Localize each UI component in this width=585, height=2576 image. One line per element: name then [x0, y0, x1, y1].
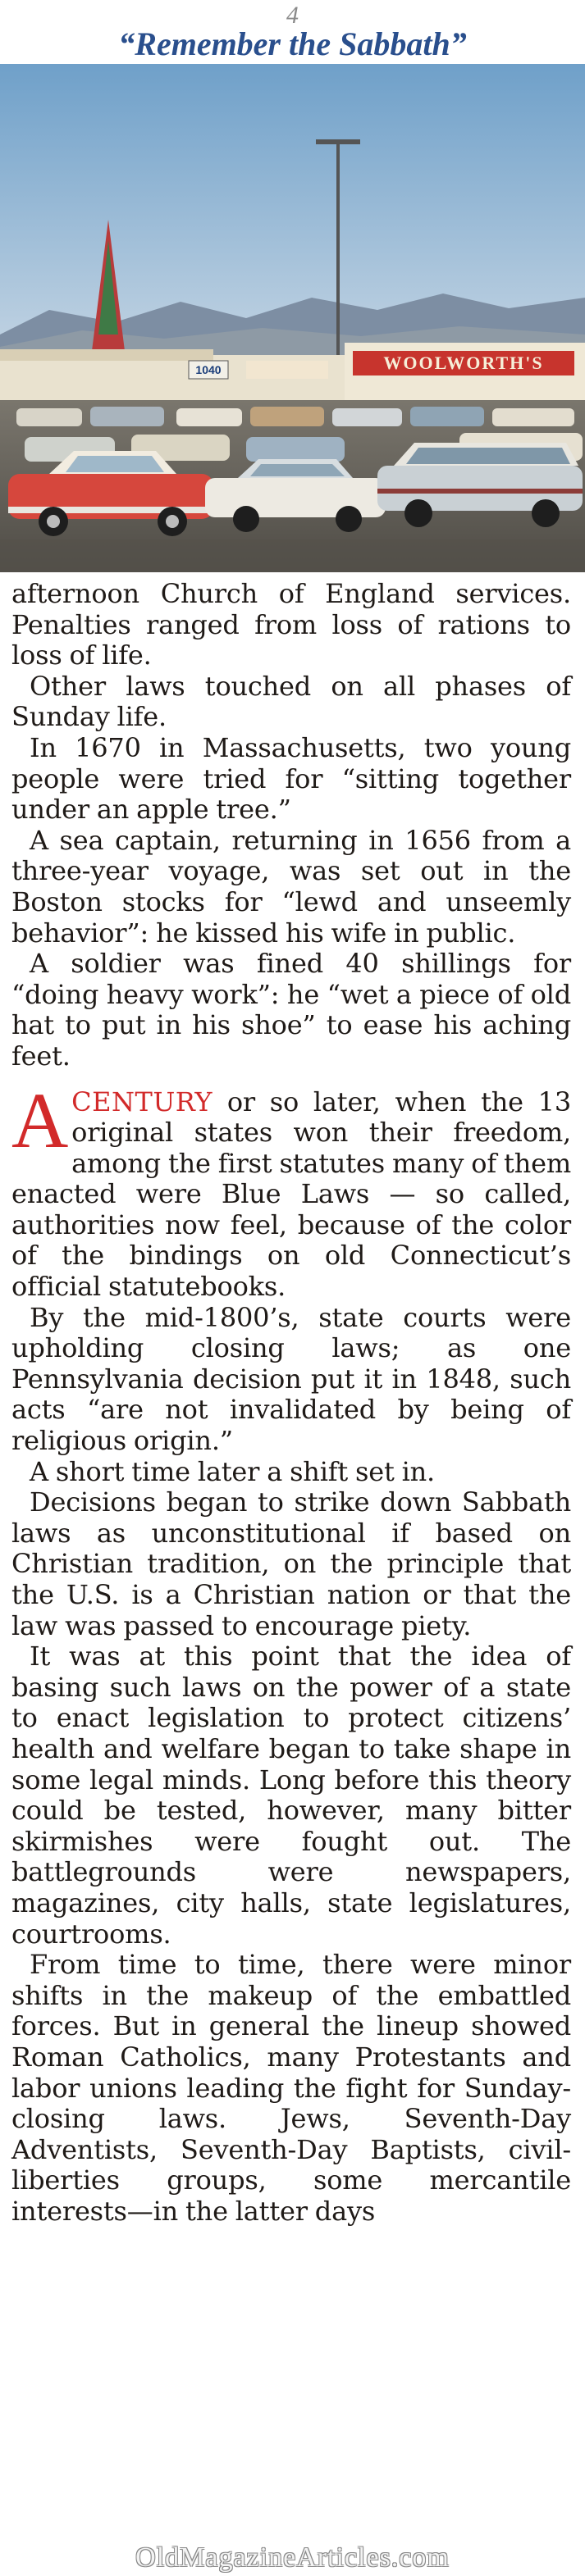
shopping-center-photo	[0, 64, 585, 572]
store-sign: WOOLWORTH'S	[383, 353, 544, 373]
article-paragraph: Decisions began to strike down Sabbath laws as unconstitutional if based on Christian tradition, on the principle that the U.S. is a Christian nation or that the law was passed to encourage piety.	[11, 1486, 571, 1641]
light-pole	[336, 142, 340, 375]
drop-cap-letter: A	[11, 1076, 69, 1164]
article-paragraph: From time to time, there were minor shifts in the makeup of the embattled forces. But in general the lineup showed Roman Catholics, many Protestants and labor unions leading the fight for Sunday-closing laws. Jews, Seventh-Day Adventists, Seventh-Day Baptists, civil-liberties groups, some mercantile interests—in the latter days	[11, 1949, 571, 2227]
lead-caps: CENTURY	[71, 1085, 213, 1117]
drop-cap-text: or so later, when the 13 original states won their freedom, among the first statutes many of them enacted were Blue Laws — so called, authorities now feel, because of the color of the bindings on old Connecticut’s official statutebooks.	[11, 1085, 571, 1303]
page-number: 4	[286, 2, 299, 29]
page-title: “Remember the Sabbath”	[118, 25, 467, 62]
article-paragraph: A soldier was fined 40 shillings for “doing heavy work”: he “wet a piece of old hat to put in his shoe” to ease his aching feet.	[11, 948, 571, 1072]
article-body	[11, 579, 571, 2227]
drop-cap-paragraph	[11, 1076, 571, 1303]
article-paragraph: A short time later a shift set in.	[30, 1455, 436, 1487]
parking-lot-illustration	[0, 64, 585, 572]
store-sign-2: 1040	[195, 363, 222, 376]
article-paragraph: By the mid-1800’s, state courts were upholding closing laws; as one Pennsylvania decision put it in 1848, such acts “are not invalidated by being of religious origin.”	[11, 1301, 571, 1457]
article-paragraph: A sea captain, returning in 1656 from a three-year voyage, was set out in the Boston stocks for “lewd and unseemly behavior”: he kissed his wife in public.	[11, 824, 571, 949]
article-paragraph: It was at this point that the idea of basing such laws on the power of a state to enact legislation to protect citizens’ health and welfare began to take shape in some legal minds. Long before this theory could be tested, however, many bitter skirmishes were fought out. The battlegrounds were newspapers, magazines, city halls, state legislatures, courtrooms.	[11, 1641, 571, 1950]
article-paragraph: Other laws touched on all phases of Sunday life.	[11, 670, 571, 733]
article-paragraph: afternoon Church of England services. Penalties ranged from loss of rations to loss of life.	[11, 578, 571, 671]
site-watermark: OldMagazineArticles.com	[135, 2542, 450, 2573]
article-paragraph: In 1670 in Massachusetts, two young people were tried for “sitting together under an apple tree.”	[11, 731, 571, 826]
